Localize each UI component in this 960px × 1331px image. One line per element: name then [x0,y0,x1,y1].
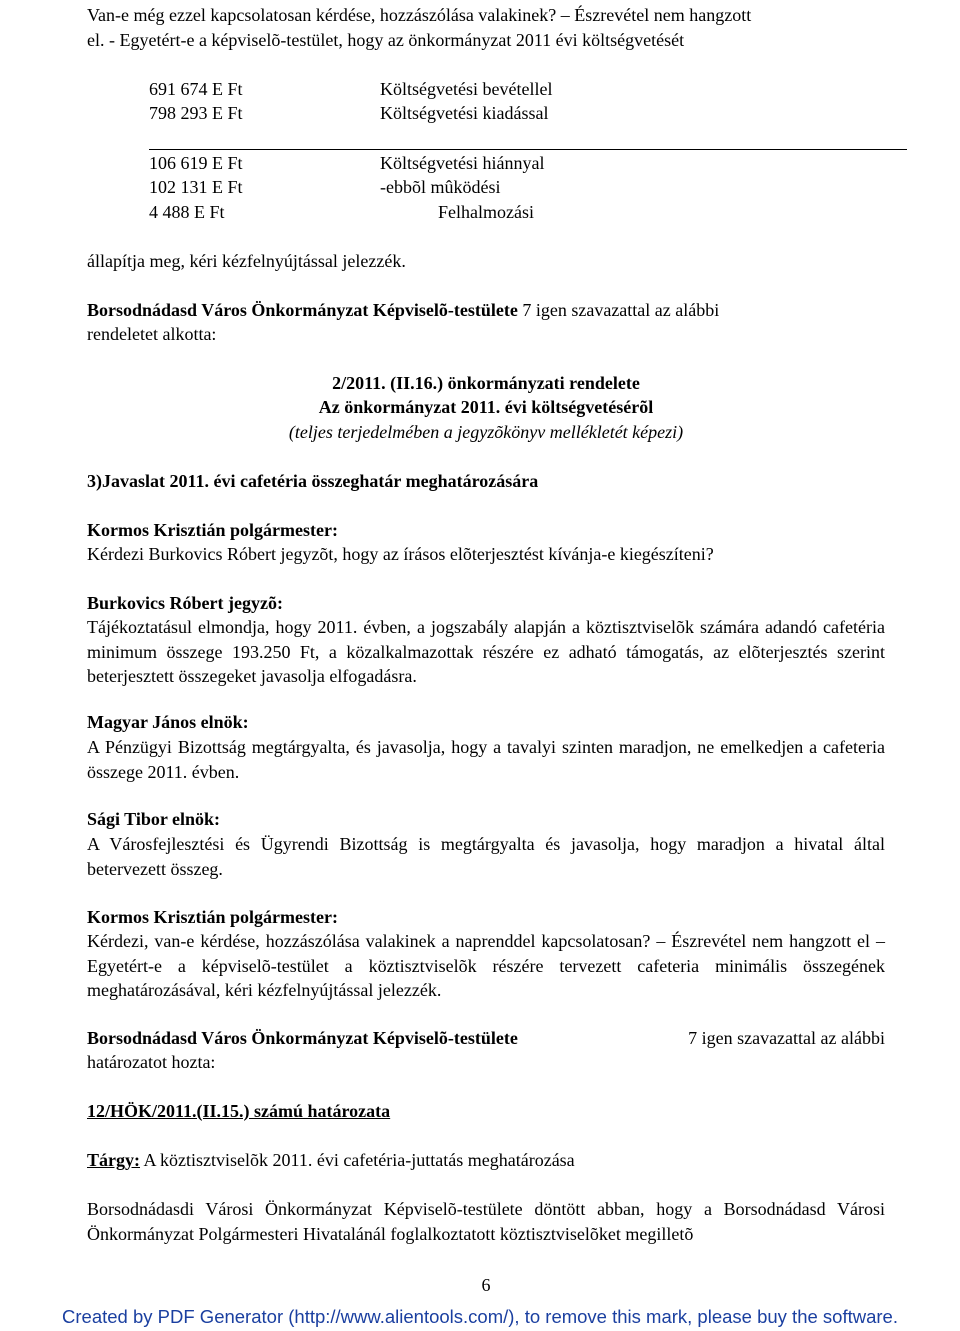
council-name: Borsodnádasd Város Önkormányzat Képviselõ-testülete [87,300,518,320]
speaker-name: Magyar János elnök: [87,712,249,732]
speech-text: Kérdezi, van-e kérdése, hozzászólása valakinek a naprenddel kapcsolatosan? – Észrevétel nem hangzott el – Egyetért-e a képviselõ-testület a köztisztviselõk részére tervezett cafeteria minimális összegének meghatározásával, kéri kézfelnyújtással jelezzék. [87,931,885,1000]
vote-count: 7 igen szavazattal az alábbi [688,1028,885,1048]
vote-statement-1-cont: rendeletet alkotta: [87,324,217,344]
budget-amount: 102 131 E Ft [149,177,243,197]
budget-label: -ebbõl mûködési [380,177,501,197]
speech-text: Kérdezi Burkovics Róbert jegyzõt, hogy az írásos elõterjesztést kívánja-e kiegészíteni? [87,544,714,564]
budget-amount: 106 619 E Ft [149,153,243,173]
resolution-body: Borsodnádasdi Városi Önkormányzat Képviselõ-testülete döntött abban, hogy a Borsodnádasd Városi Önkormányzat Polgármesteri Hivatalánál foglalkoztatott köztisztviselõket megilletõ [87,1199,885,1244]
budget-amount: 691 674 E Ft [149,79,243,99]
decree-title: Az önkormányzat 2011. évi költségvetésérõl [318,397,654,417]
vote-count: 7 igen szavazattal az alábbi [517,300,720,320]
subject-label: Tárgy: [87,1150,140,1170]
speech-text: A Pénzügyi Bizottság megtárgyalta, és javasolja, hogy a tavalyi szinten maradjon, ne emelkedjen a cafeteria összege 2011. évben. [87,737,885,782]
speaker-name: Kormos Krisztián polgármester: [87,520,338,540]
decree-note: (teljes terjedelmében a jegyzõkönyv mellékletét képezi) [288,422,684,442]
speaker-name: Kormos Krisztián polgármester: [87,907,338,927]
subject-text: A köztisztviselõk 2011. évi cafetéria-juttatás meghatározása [140,1150,575,1170]
speaker-name: Burkovics Róbert jegyzõ: [87,593,283,613]
budget-label: Felhalmozási [438,202,534,222]
resolution-number: 12/HÖK/2011.(II.15.) számú határozata [87,1101,391,1121]
decree-number: 2/2011. (II.16.) önkormányzati rendelete [332,373,640,393]
intro-line-1: Van-e még ezzel kapcsolatosan kérdése, hozzászólása valakinek? – Észrevétel nem hangzott [87,5,752,25]
vote-statement-2 [87,1026,885,1050]
agenda-item: 3)Javaslat 2011. évi cafetéria összeghatár meghatározására [87,471,539,491]
page-number: 6 [481,1275,491,1295]
budget-amount: 4 488 E Ft [149,202,225,222]
resolution-subject [87,1148,575,1172]
budget-label: Költségvetési hiánnyal [380,153,545,173]
speaker-name: Sági Tibor elnök: [87,809,221,829]
budget-amount: 798 293 E Ft [149,103,243,123]
council-name: Borsodnádasd Város Önkormányzat Képviselõ-testülete [87,1028,518,1048]
approve-line: állapítja meg, kéri kézfelnyújtással jelezzék. [87,251,406,271]
speech-text: Tájékoztatásul elmondja, hogy 2011. évben, a jogszabály alapján a köztisztviselõk számára adandó cafetéria minimum összege 193.250 Ft, a közalkalmazottak részére ez adható támogatás, az elõterjesztés szerint beterjesztett összegeket javasolja elfogadásra. [87,617,885,686]
intro-line-2: el. - Egyetért-e a képviselõ-testület, hogy az önkormányzat 2011 évi költségvetését [87,30,685,50]
speech-text: A Városfejlesztési és Ügyrendi Bizottság is megtárgyalta és javasolja, hogy maradjon a hivatal által betervezett összeg. [87,834,885,879]
vote-statement-1 [87,298,719,322]
vote-statement-2-cont: határozatot hozta: [87,1052,216,1072]
budget-label: Költségvetési kiadással [380,103,549,123]
budget-divider [149,149,907,150]
watermark-footer: Created by PDF Generator (http://www.alientools.com/), to remove this mark, please buy the software. [62,1306,898,1327]
budget-label: Költségvetési bevétellel [380,79,553,99]
